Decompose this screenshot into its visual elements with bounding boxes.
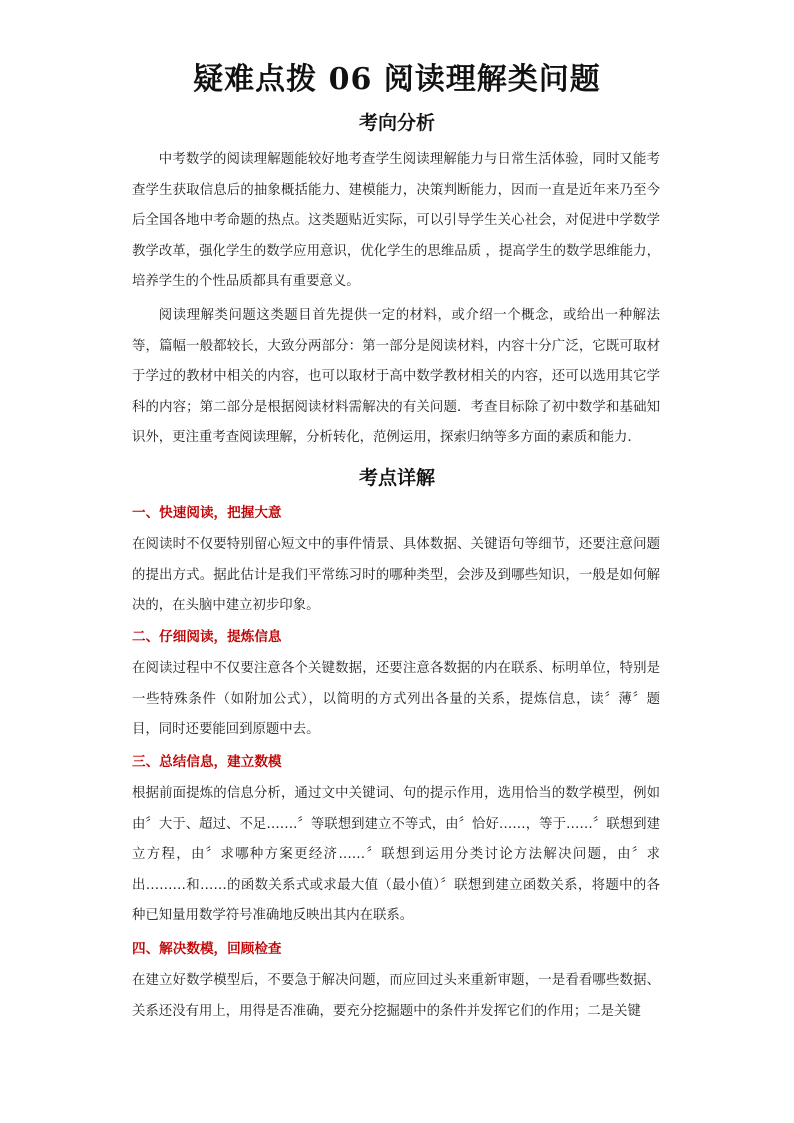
section-heading-analysis: 考向分析 (358, 112, 435, 134)
page-title: 疑难点拨 06 阅读理解类问题 (193, 62, 601, 97)
analysis-paragraph-1: 中考数学的阅读理解题能较好地考查学生阅读理解能力与日常生活体验，同时又能考查学生获取信息后的抽象概括能力、建模能力，决策判断能力，因而一直是近年来乃至今后全国各地中考命题的热点。这类题贴近实际，可以引导学生关心社会，对促进中学数学教学改革，强化学生的数学应用意识，优化学生的思维品质 ，提高学生的数学思维能力，培养学生的个性品质都具有重要意义。 (132, 152, 660, 290)
point-4-text: 在建立好数学模型后，不要急于解决问题，而应回过头来重新审题，一是看看哪些数据、关系还没有用上，用得是否准确，要充分挖掘题中的条件并发挥它们的作用；二是关键 (132, 973, 660, 1019)
point-2-heading: 二、仔细阅读，提炼信息 (132, 629, 282, 645)
point-1-text: 在阅读时不仅要特别留心短文中的事件情景、具体数据、关键语句等细节，还要注意问题的提出方式。据此估计是我们平常练习时的哪种类型，会涉及到哪些知识，一般是如何解决的，在头脑中建立初步印象。 (132, 537, 660, 614)
point-3-text: 根据前面提炼的信息分析，通过文中关键词、句的提示作用，选用恰当的数学模型，例如由〞大于、超过、不足…….〞等联想到建立不等式，由〞恰好……，等于……〞联想到建立方程，由〞求哪种方案更经济……〞联想到运用分类讨论方法解决问题，由〞求出………和……的函数关系式或求最大值（最小值）〞联想到建立函数关系，将题中的各种已知量用数学符号准确地反映出其内在联系。 (132, 786, 660, 924)
point-2-text: 在阅读过程中不仅要注意各个关键数据，还要注意各数据的内在联系、标明单位，特别是一些特殊条件（如附加公式），以简明的方式列出各量的关系，提炼信息，读〞薄〞题目，同时还要能回到原题中去。 (132, 661, 660, 738)
point-3-heading: 三、总结信息，建立数模 (132, 754, 282, 770)
analysis-paragraph-2: 阅读理解类问题这类题目首先提供一定的材料，或介绍一个概念，或给出一种解法等，篇幅一般都较长，大致分两部分：第一部分是阅读材料，内容十分广泛，它既可取材于学过的教材中相关的内容，也可以取材于高中数学教材相关的内容，还可以选用其它学科的内容；第二部分是根据阅读材料需解决的有关问题．考查目标除了初中数学和基础知识外，更注重考查阅读理解，分析转化，范例运用，探索归纳等多方面的素质和能力． (132, 308, 660, 446)
point-4-heading: 四、解决数模，回顾检查 (132, 941, 282, 957)
point-1-heading: 一、快速阅读，把握大意 (132, 505, 282, 521)
section-heading-details: 考点详解 (358, 467, 435, 489)
